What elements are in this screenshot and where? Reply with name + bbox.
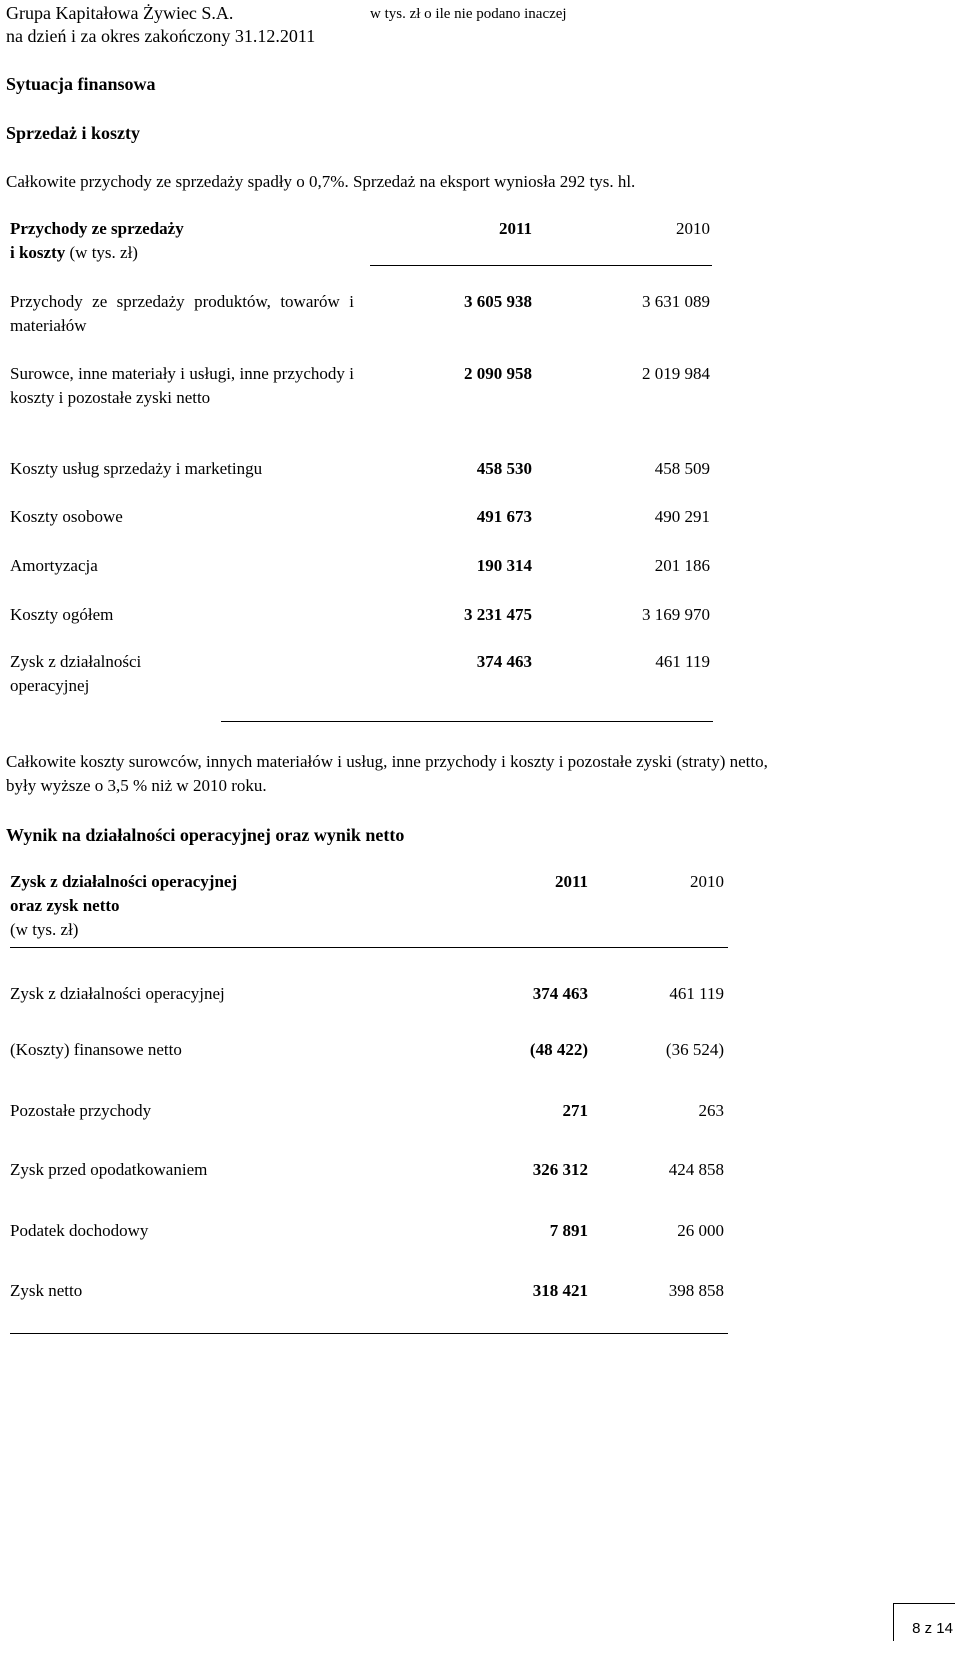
cost-paragraph-line1: Całkowite koszty surowców, innych materiałów i usług, inne przychody i koszty i pozostałe zyski (straty) netto, (6, 752, 768, 771)
section-title-operating-result: Wynik na działalności operacyjnej oraz wynik netto (6, 825, 405, 845)
table-row-value-2011: 190 314 (476, 556, 532, 575)
table-row-value-2010: 2 019 984 (642, 364, 710, 383)
table-row-label: Koszty osobowe (10, 507, 123, 526)
intro-paragraph: Całkowite przychody ze sprzedaży spadły o 0,7%. Sprzedaż na eksport wyniosła 292 tys. hl. (6, 172, 636, 191)
table-row-value-2010: (36 524) (665, 1040, 724, 1059)
table-row-value-2011: 458 530 (476, 459, 532, 478)
cost-paragraph-line2: były wyższe o 3,5 % niż w 2010 roku. (6, 776, 267, 795)
table-row-value-2011: 374 463 (532, 984, 588, 1003)
table-row-label: Koszty ogółem (10, 605, 114, 624)
table-row-label: Przychody ze sprzedaży produktów, towarów i materiałów (10, 292, 354, 335)
table1-header-rule (370, 265, 712, 266)
table2-col-2010: 2010 (690, 872, 724, 891)
table1-bottom-rule (221, 721, 713, 722)
table2-header-line1: Zysk z działalności operacyjnej (10, 872, 238, 891)
table1-header-line1: Przychody ze sprzedaży (10, 219, 184, 238)
table2-header-rule (10, 947, 728, 948)
table-row-value-2010: 461 119 (669, 984, 724, 1003)
section-title-financial: Sytuacja finansowa (6, 74, 156, 94)
table1-col-2010: 2010 (676, 219, 710, 238)
table-row-value-2010: 461 119 (655, 652, 710, 671)
table2-header-unit: (w tys. zł) (10, 920, 79, 939)
table-row-value-2011: 7 891 (549, 1221, 588, 1240)
table-row-value-2010: 3 631 089 (642, 292, 710, 311)
table-row-label: Zysk z działalności operacyjnej (10, 652, 142, 695)
table-row-value-2011: 3 605 938 (464, 292, 532, 311)
table1-col-2011: 2011 (498, 219, 532, 238)
table-row-value-2010: 263 (698, 1101, 724, 1120)
table-row-value-2011: 3 231 475 (464, 605, 532, 624)
table-row-label: Zysk przed opodatkowaniem (10, 1160, 208, 1179)
table-row-value-2010: 398 858 (668, 1281, 724, 1300)
table-row-value-2011: 491 673 (476, 507, 532, 526)
table-row-value-2011: 318 421 (532, 1281, 588, 1300)
unit-note: w tys. zł o ile nie podano inaczej (370, 6, 567, 22)
page-number: 8 z 14 (893, 1603, 955, 1641)
table2-col-2011: 2011 (554, 872, 588, 891)
company-name: Grupa Kapitałowa Żywiec S.A. (6, 3, 234, 23)
table-row-label: Koszty usług sprzedaży i marketingu (10, 459, 263, 478)
table-row-value-2010: 201 186 (654, 556, 710, 575)
report-date: na dzień i za okres zakończony 31.12.2011 (6, 26, 316, 46)
table-row-label: (Koszty) finansowe netto (10, 1040, 182, 1059)
table1-header-unit: (w tys. zł) (69, 243, 138, 262)
table-row-value-2011: 326 312 (532, 1160, 588, 1179)
table1-header-bold: i koszty (10, 243, 66, 262)
table-row-label: Amortyzacja (10, 556, 98, 575)
table-row-label: Surowce, inne materiały i usługi, inne przychody i koszty i pozostałe zyski netto (10, 364, 354, 407)
table-row-value-2011: (48 422) (529, 1040, 588, 1059)
table2-bottom-rule (10, 1333, 728, 1334)
table-row-label: Podatek dochodowy (10, 1221, 149, 1240)
table-row-label: Zysk netto (10, 1281, 83, 1300)
table-row-value-2011: 374 463 (476, 652, 532, 671)
table-row-value-2011: 2 090 958 (464, 364, 532, 383)
table-row-value-2010: 26 000 (677, 1221, 724, 1240)
table-row-value-2010: 424 858 (668, 1160, 724, 1179)
table-row-value-2011: 271 (562, 1101, 588, 1120)
table-row-value-2010: 458 509 (654, 459, 710, 478)
section-subtitle-sales: Sprzedaż i koszty (6, 123, 140, 143)
table-row-label: Zysk z działalności operacyjnej (10, 984, 225, 1003)
table-row-value-2010: 490 291 (654, 507, 710, 526)
table1-header-line2 (10, 241, 138, 265)
table2-header-line2: oraz zysk netto (10, 896, 120, 915)
table-row-value-2010: 3 169 970 (642, 605, 710, 624)
table-row-label: Pozostałe przychody (10, 1101, 152, 1120)
